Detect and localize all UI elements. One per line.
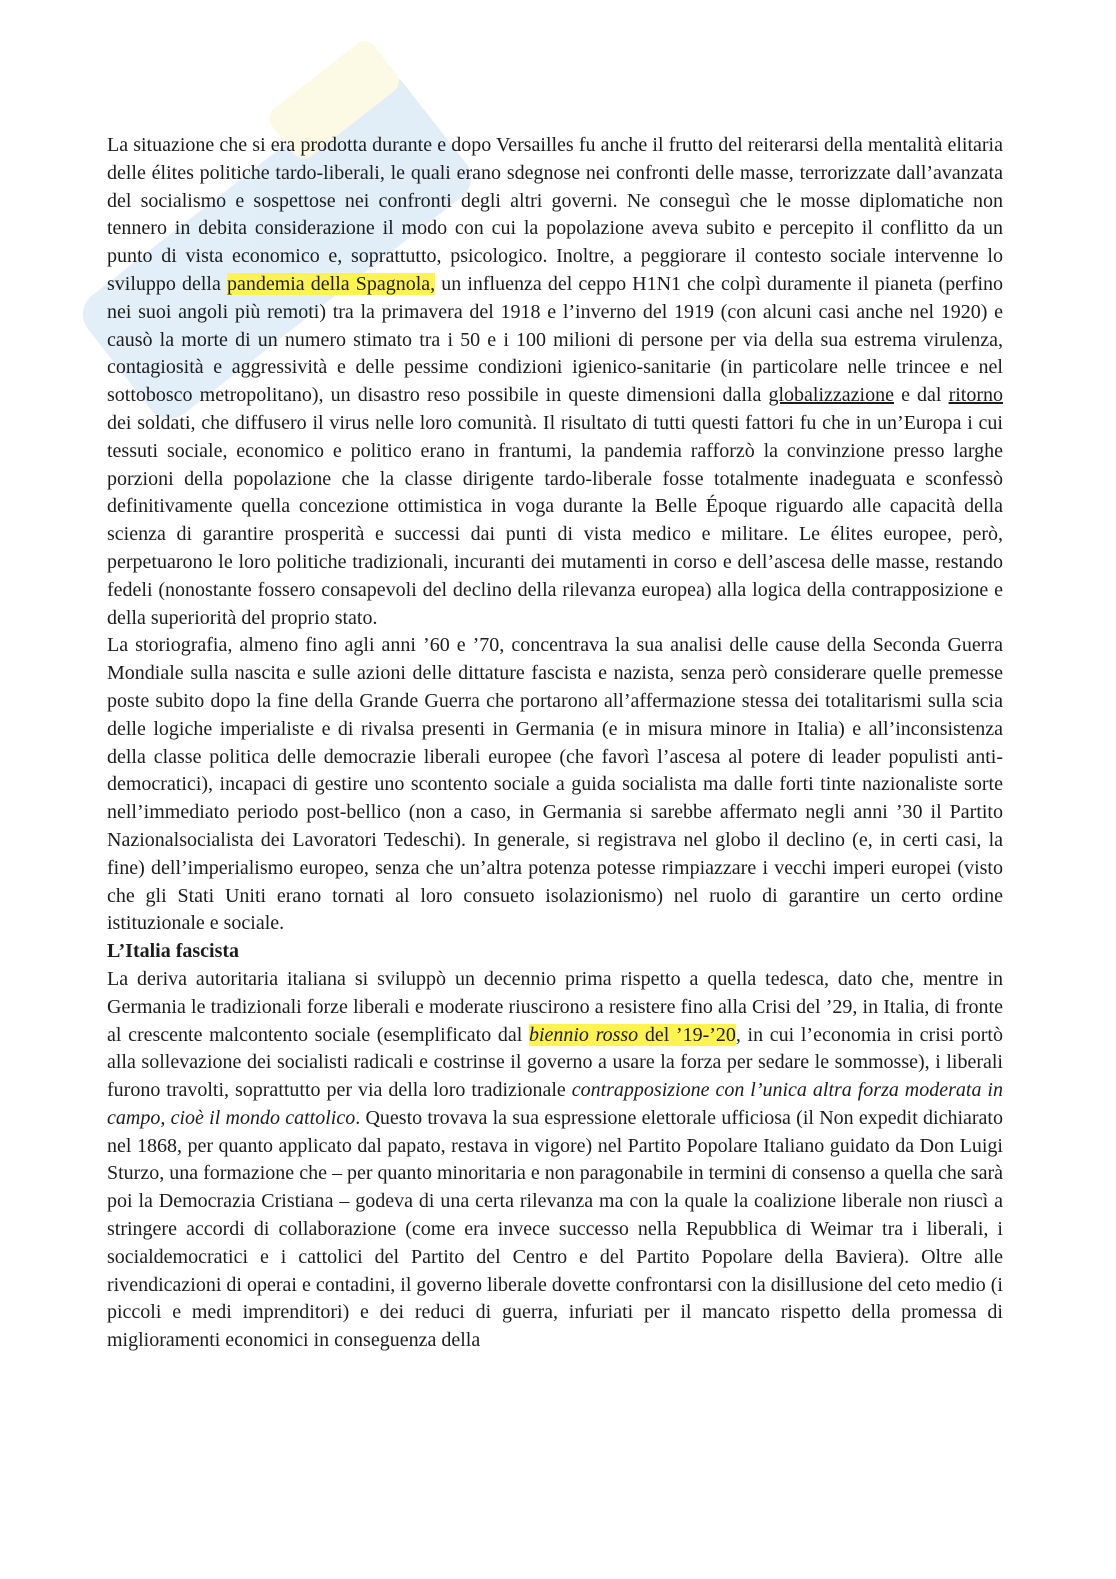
italic-biennio-rosso: biennio rosso: [528, 1023, 639, 1046]
paragraph-text: La deriva autoritaria italiana si sviluppò un decennio prima rispetto a quella tedesca, dato che, mentre in Germania le tradizionali forze liberali e moderate riuscirono a resistere fino alla Crisi del ’29, in Italia, di fronte al crescente malcontento sociale (esemplificato dal: [107, 967, 1003, 1046]
highlight-biennio-rosso: [529, 1024, 736, 1046]
paragraph-text: , in cui l’economia in crisi portò alla sollevazione dei socialisti radicali e costrinse il governo a usare la forza per sedare le sommosse), i liberali furono travolti, soprattutto per via della loro tradizionale: [107, 1023, 1003, 1102]
paragraph-text: dei soldati, che diffusero il virus nelle loro comunità. Il risultato di tutti questi fattori fu che in un’Europa i cui tessuti sociale, economico e politico erano in frantumi, la pandemia rafforzò la convinzione presso larghe porzioni della popolazione che la classe dirigente tardo-liberale fosse totalmente inadeguata e sconfessò definitivamente quella concezione ottimistica in voga durante la Belle Époque riguardo alle capacità della scienza di garantire prosperità e successi dai punti di vista medico e militare. Le élites europee, però, perpetuarono le loro politiche tradizionali, incuranti dei mutamenti in corso e dell’ascesa delle masse, restando fedeli (nonostante fossero consapevoli del declino della rilevanza europea) alla logica della contrapposizione e della superiorità del proprio stato.: [107, 411, 1003, 629]
paragraph-text: un influenza del ceppo H1N1 che colpì duramente il pianeta (perfino nei suoi angoli più remoti) tra la primavera del 1918 e l’inverno del 1919 (con alcuni casi anche nel 1920) e causò la morte di un numero stimato tra i 50 e i 100 milioni di persone per via della sua estrema virulenza, contagiosità e aggressività e delle pessime condizioni igienico-sanitarie (in particolare nelle trincee e nel sottobosco metropolitano), un disastro reso possibile in queste dimensioni dalla: [107, 272, 1003, 407]
underlined-ritorno: ritorno: [948, 384, 1004, 407]
paragraph-storiografia: La storiografia, almeno fino agli anni ’60 e ’70, concentrava la sua analisi delle cause della Seconda Guerra Mondiale sulla nascita e sulle azioni delle dittature fascista e nazista, senza però considerare quelle premesse poste subito dopo la fine della Grande Guerra che portarono all’affermazione stessa dei totalitarismi sulla scia delle logiche imperialiste e di rivalsa presenti in Germania (e in misura minore in Italia) e all’inconsistenza della classe politica delle democrazie liberali europee (che favorì l’ascesa al potere di leader populisti anti-democratici), incapaci di gestire uno scontento sociale a guida socialista ma dalle forti tinte nazionaliste sorte nell’immediato periodo post-bellico (non a caso, in Germania si sarebbe affermato negli anni ’30 il Partito Nazionalsocialista dei Lavoratori Tedeschi). In generale, si registrava nel globo il declino (e, in certi casi, la fine) dell’imperialismo europeo, senza che un’altra potenza potesse rimpiazzare i vecchi imperi europei (visto che gli Stati Uniti erano tornati al loro consueto isolazionismo) nel ruolo di garantire un certo ordine istituzionale e sociale.: [107, 634, 1003, 935]
section-heading: L’Italia fascista: [107, 940, 240, 963]
paragraph-versailles: [107, 132, 1003, 632]
highlight-pandemia-spagnola: pandemia della Spagnola,: [226, 272, 436, 295]
highlight-rest: del ’19-’20: [638, 1023, 736, 1046]
paragraph-text: e dal: [893, 384, 949, 407]
italic-contrapposizione: contrapposizione con l’unica altra forza moderata in campo, cioè il mondo cattolico: [107, 1079, 1003, 1129]
paragraph-text: La situazione che si era prodotta durante e dopo Versailles fu anche il frutto del reiterarsi della mentalità elitaria delle élites politiche tardo-liberali, le quali erano sdegnose nei confronti delle masse, terrorizzate dall’avanzata del socialismo e sospettose nei confronti degli altri governi. Ne conseguì che le mosse diplomatiche non tennero in debita considerazione il modo con cui la popolazione aveva subito e percepito il conflitto da un punto di vista economico e, soprattutto, psicologico. Inoltre, a peggiorare il contesto sociale intervenne lo sviluppo della: [107, 134, 1003, 295]
paragraph-text: . Questo trovava la sua espressione elettorale ufficiosa (il Non expedit dichiarato nel 1868, per quanto applicato dal papato, restava in vigore) nel Partito Popolare Italiano guidato da Don Luigi Sturzo, una formazione che – per quanto minoritaria e non paragonabile in termini di consenso a quella che sarà poi la Democrazia Cristiana – godeva di una certa rilevanza ma con la quale la coalizione liberale non riuscì a stringere accordi di collaborazione (come era invece successo nella Repubblica di Weimar tra i liberali, i socialdemocratici e i cattolici del Partito del Centro e del Partito Popolare della Baviera). Oltre alle rivendicazioni di operai e contadini, il governo liberale dovette confrontarsi con la disillusione del ceto medio (i piccoli e medi imprenditori) e dei reduci di guerra, infuriati per il mancato rispetto della promessa di miglioramenti economici in conseguenza della: [107, 1106, 1003, 1352]
document-page: [107, 132, 1003, 1355]
paragraph-italia-fascista: [107, 966, 1003, 1355]
underlined-globalizzazione: globalizzazione: [768, 384, 894, 407]
